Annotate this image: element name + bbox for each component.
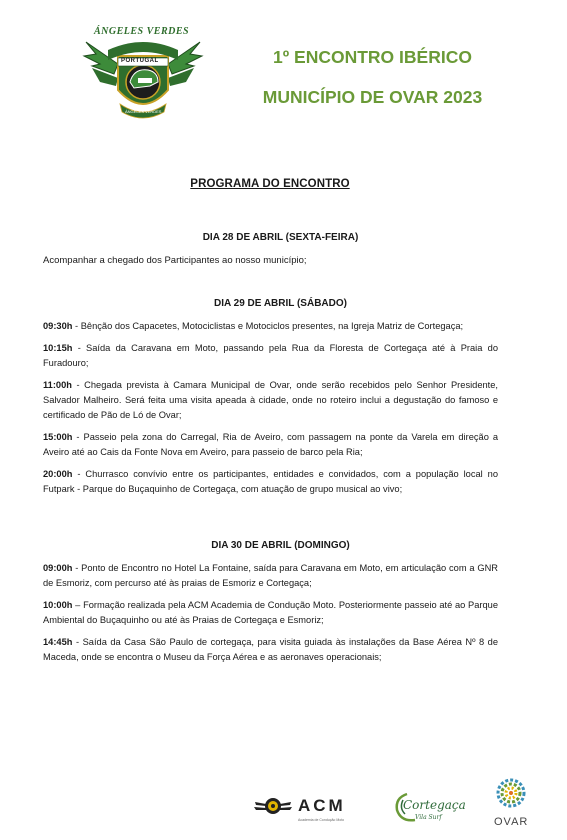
entry-separator: -: [72, 432, 84, 442]
day-text: Acompanhar a chegado dos Participantes ao nosso município;: [43, 255, 307, 266]
entry-time: 15:00h: [43, 432, 73, 442]
entry-separator: -: [72, 469, 86, 479]
logo-top-text: ÁNGELES VERDES: [94, 26, 190, 37]
acm-subtext: Academia de Condução Moto: [298, 818, 345, 822]
schedule-entry: [43, 430, 498, 460]
schedule-entry: [43, 319, 498, 334]
schedule-entry: [43, 635, 498, 665]
entry-text: Churrasco convívio entre os participantes, entidades e convidados, com a população local no Futpark - Parque do Buçaquinho de Cortegaça, com atuação de grupo musical ao vivo;: [43, 469, 499, 494]
schedule-entry: [43, 467, 498, 497]
entry-time: 20:00h: [43, 469, 73, 479]
ovar-text: OVAR: [494, 816, 529, 828]
entry-text: Formação realizada pela ACM Academia de Condução Moto. Posteriormente passeio até ao Parque Ambiental do Buçaquinho ou até às Praias de Cortegaça e Esmoriz;: [43, 600, 498, 625]
entry-text: Chegada prevista à Camara Municipal de Ovar, onde serão recebidos pelo Senhor Presidente, Salvador Malheiro. Será feita uma visita apeada à cidade, onde no roteiro inclui a degustação do famoso e certificado de Pão de Ló de Ovar;: [43, 380, 499, 420]
entry-time: 09:30h: [43, 321, 73, 331]
schedule-entry: [43, 341, 498, 371]
event-title: [215, 46, 530, 108]
entry-separator: -: [72, 321, 81, 331]
entry-text: Bênção dos Capacetes, Motociclistas e Motociclos presentes, na Igreja Matriz de Cortegaça;: [80, 321, 464, 331]
entry-separator: –: [72, 600, 84, 610]
acm-text: ACM: [298, 796, 346, 815]
entry-separator: -: [71, 380, 85, 390]
entry-text: Saída da Caravana em Moto, passando pela Rua da Floresta de Cortegaça até à Praia do Furadouro;: [43, 343, 498, 368]
entry-text: Saída da Casa São Paulo de cortegaça, para visita guiada às instalações da Base Aérea Nº 8 de Maceda, onde se encontra o Museu da Força Aérea e as aeronaves operacionais;: [43, 637, 499, 662]
entry-text: Ponto de Encontro no Hotel La Fontaine, saída para Caravana em Moto, em articulação com a GNR de Esmoriz, com percurso até às praias de Esmoriz e Cortegaça;: [43, 563, 499, 588]
entry-time: 11:00h: [43, 380, 72, 390]
entry-time: 09:00h: [43, 563, 73, 573]
title-line-1: 1º ENCONTRO IBÉRICO: [273, 47, 472, 67]
sponsor-footer: [0, 768, 567, 828]
ovar-logo: [487, 772, 535, 832]
schedule-entry: [43, 378, 498, 423]
logo-middle-text: PORTUGAL: [121, 58, 159, 64]
ovar-flower-emblem-icon: [487, 772, 535, 816]
day-heading: DIA 28 DE ABRIL (SEXTA-FEIRA): [202, 232, 359, 243]
logo-bottom-text: ÁNGELES VERDES: [125, 109, 162, 114]
entry-separator: -: [72, 637, 83, 647]
angeles-verdes-logo: [78, 20, 208, 130]
program-heading: PROGRAMA DO ENCONTRO: [190, 178, 350, 190]
entry-time: 10:15h: [43, 343, 73, 353]
day-heading: DIA 29 DE ABRIL (SÁBADO): [214, 298, 347, 309]
schedule-entry: [43, 598, 498, 628]
day-heading: DIA 30 DE ABRIL (DOMINGO): [211, 540, 350, 551]
program-content: [43, 232, 498, 672]
cortegaca-text: Cortegaça: [403, 798, 466, 812]
acm-winged-wheel-icon: [254, 796, 292, 816]
entry-separator: -: [72, 563, 82, 573]
entry-time: 10:00h: [43, 600, 73, 610]
entry-text: Passeio pela zona do Carregal, Ria de Aveiro, com passagem na ponte da Varela em direção a Aveiro até ao Cais da Fonte Nova em Aveiro, para passeio de barco pela Ria;: [43, 432, 498, 457]
cortegaca-logo: [393, 786, 466, 828]
title-line-2: MUNICÍPIO DE OVAR 2023: [262, 87, 483, 107]
cortegaca-subtext: Vila Surf: [415, 814, 442, 821]
entry-time: 14:45h: [43, 637, 73, 647]
entry-separator: -: [72, 343, 87, 353]
acm-logo: [254, 796, 346, 822]
schedule-entry: [43, 561, 498, 591]
